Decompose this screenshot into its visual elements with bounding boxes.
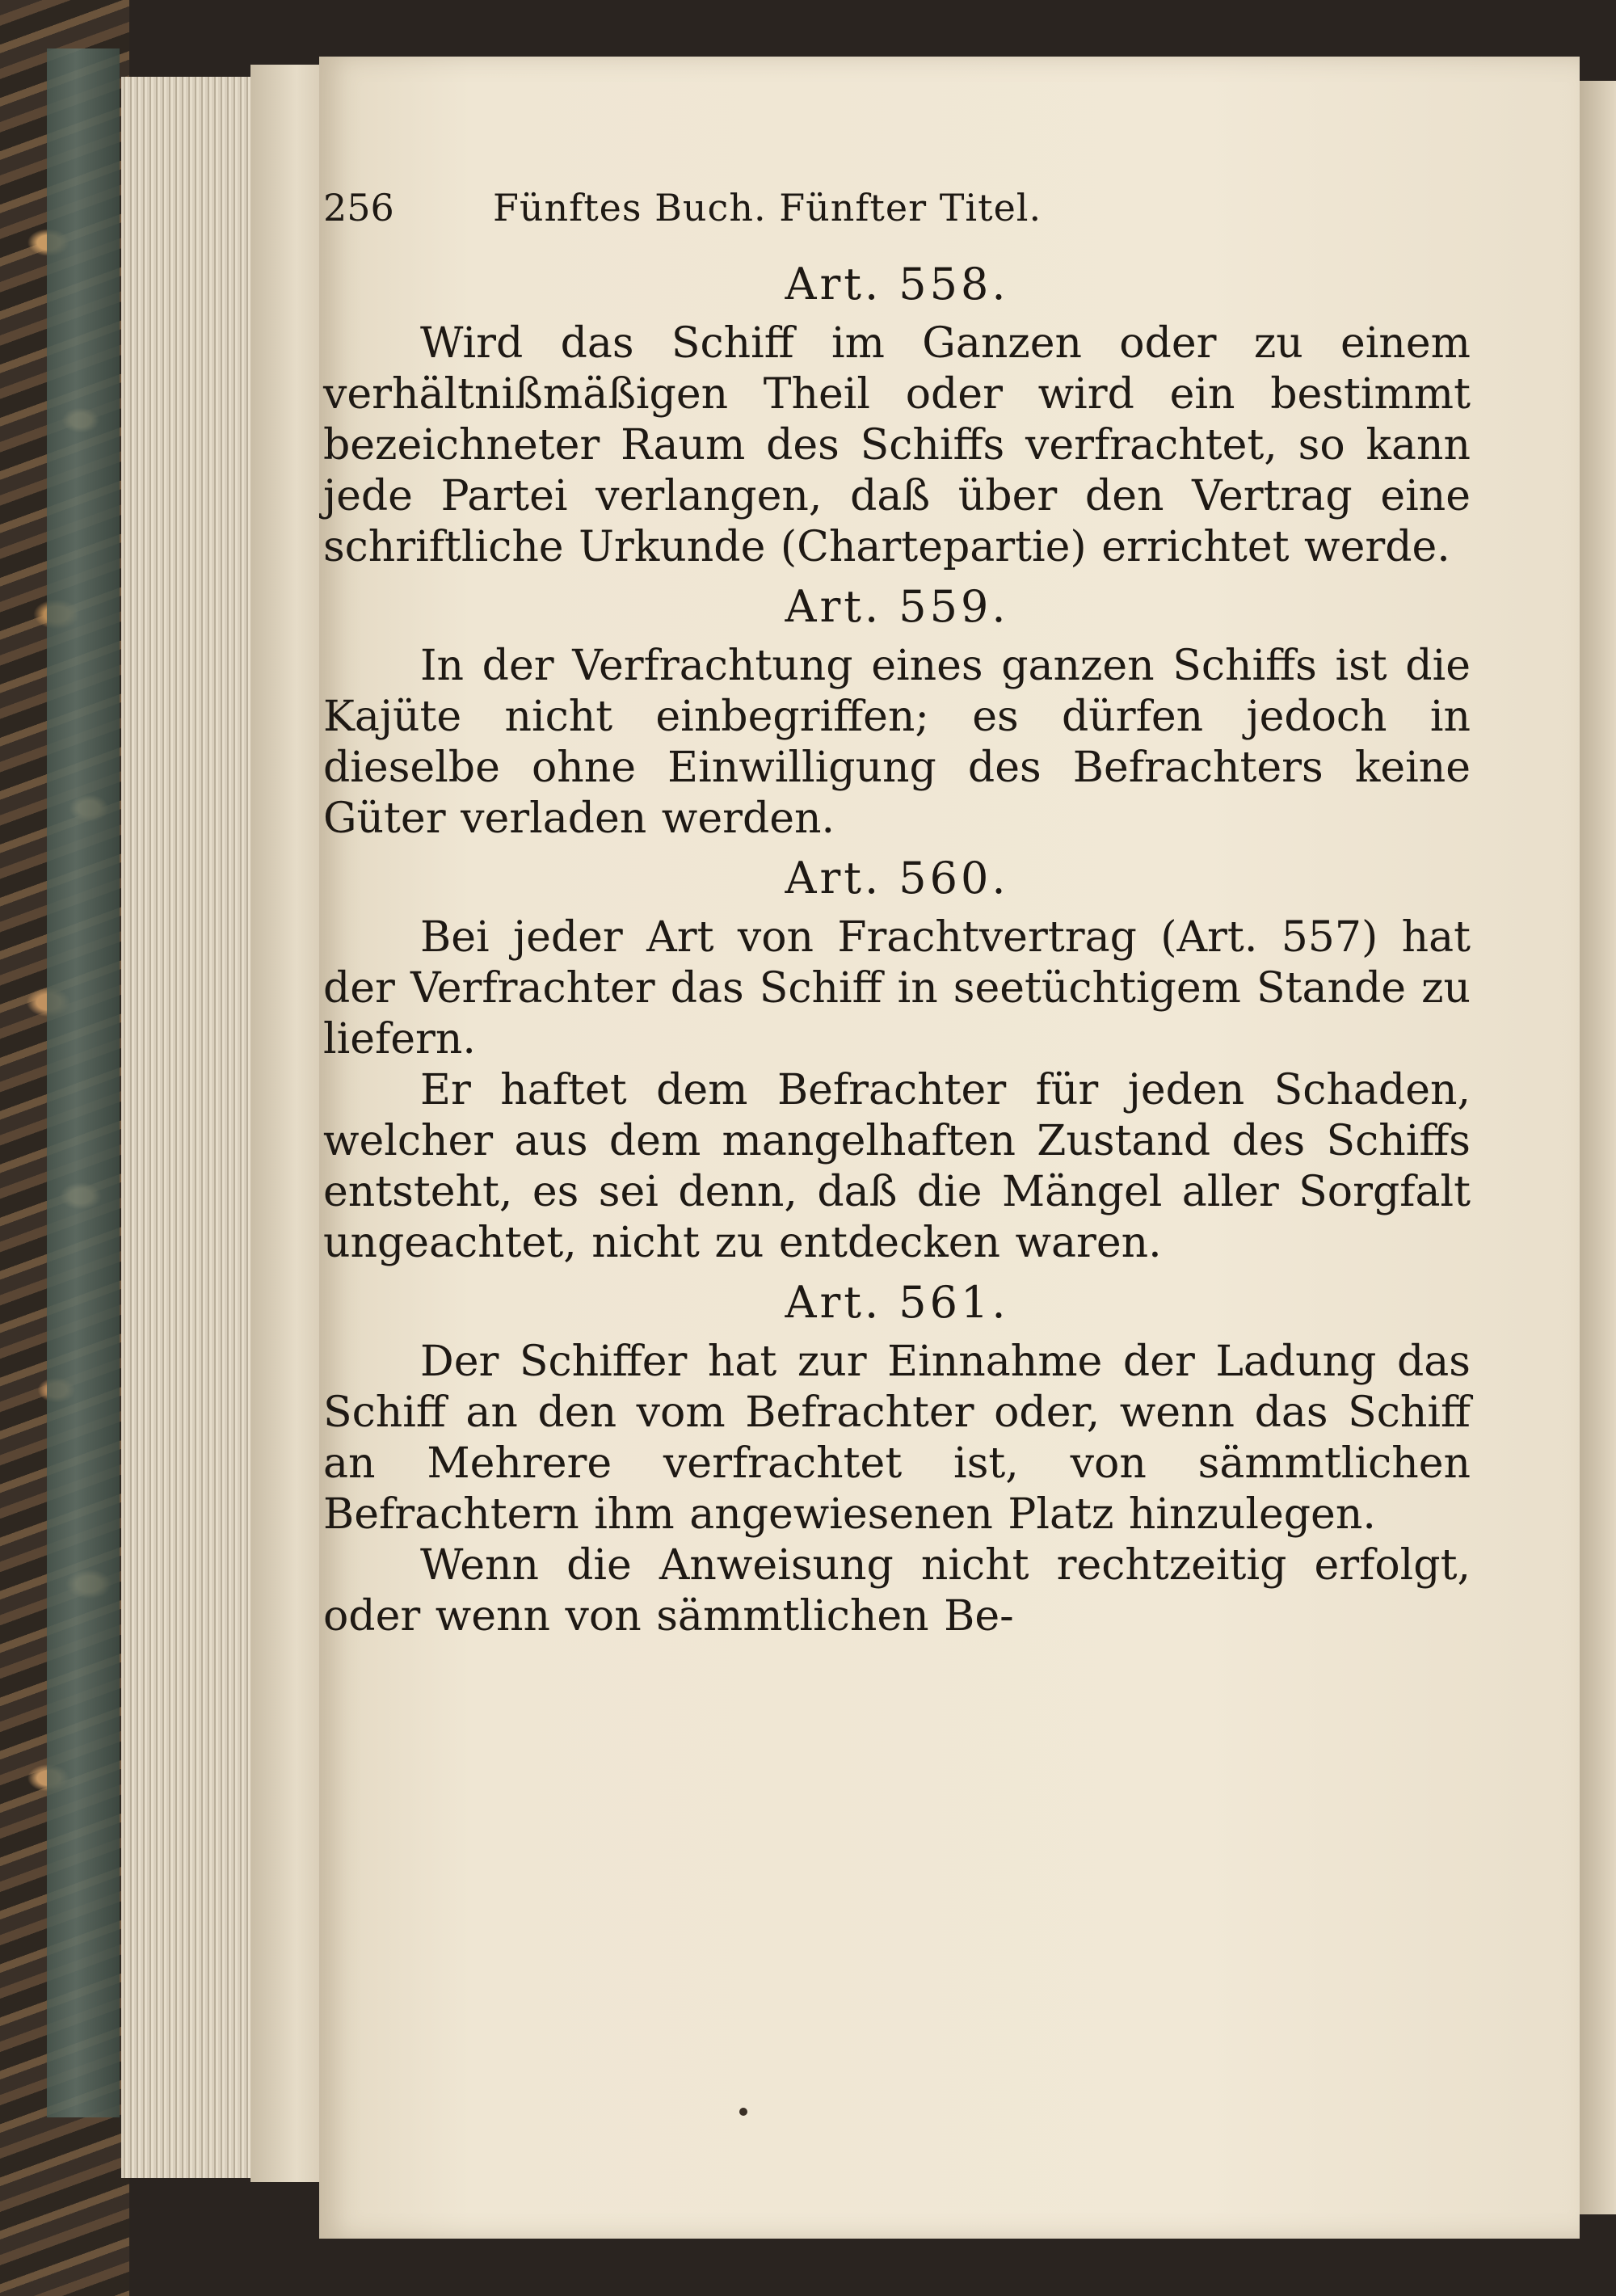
article-559-paragraph: In der Verfrachtung eines ganzen Schiffs ist die Kajüte nicht einbegriffen; es dürfen jedoch in dieselbe ohne Einwilligung des Befrachters keine Güter verladen werden.: [323, 642, 1471, 843]
article-heading-558: Art. 558.: [785, 259, 1009, 310]
ink-dot: [739, 2108, 747, 2116]
article-heading-560: Art. 560.: [785, 853, 1009, 904]
article-heading-561: Art. 561.: [785, 1277, 1009, 1328]
facing-page-edge: [1580, 81, 1616, 2214]
article-560-paragraph-2: Er haftet dem Befrachter für jeden Schaden, welcher aus dem mangelhaften Zustand des Schiffs entsteht, es sei denn, daß die Mängel aller Sorgfalt ungeachtet, nicht zu entdecken waren.: [323, 1066, 1471, 1267]
page-number: 256: [323, 186, 394, 230]
article-558-paragraph: Wird das Schiff im Ganzen oder zu einem verhältnißmäßigen Theil oder wird ein bestimmt bezeichneter Raum des Schiffs verfrachtet, so kann jede Partei verlangen, daß über den Vertrag eine schriftliche Urkunde (Chartepartie) errichtet werde.: [323, 319, 1471, 571]
article-561-paragraph-1: Der Schiffer hat zur Einnahme der Ladung das Schiff an den vom Befrachter oder, wenn das Schiff an Mehrere verfrachtet ist, von sämmtlichen Befrachtern ihm angewiesenen Platz hinzulegen.: [323, 1338, 1471, 1539]
article-560-paragraph-1: Bei jeder Art von Frachtvertrag (Art. 557) hat der Verfrachter das Schiff in seetüchtigem Stande zu liefern.: [323, 913, 1471, 1064]
running-head: [323, 186, 1471, 251]
page-gutter: [250, 65, 327, 2182]
page-text: [323, 186, 1471, 1642]
running-title: Fünftes Buch. Fünfter Titel.: [493, 186, 1042, 230]
article-heading-559: Art. 559.: [785, 581, 1009, 632]
cover-spine-edge: [47, 48, 120, 2117]
article-561-paragraph-2: Wenn die Anweisung nicht rechtzeitig erfolgt, oder wenn von sämmtlichen Be-: [323, 1541, 1471, 1641]
